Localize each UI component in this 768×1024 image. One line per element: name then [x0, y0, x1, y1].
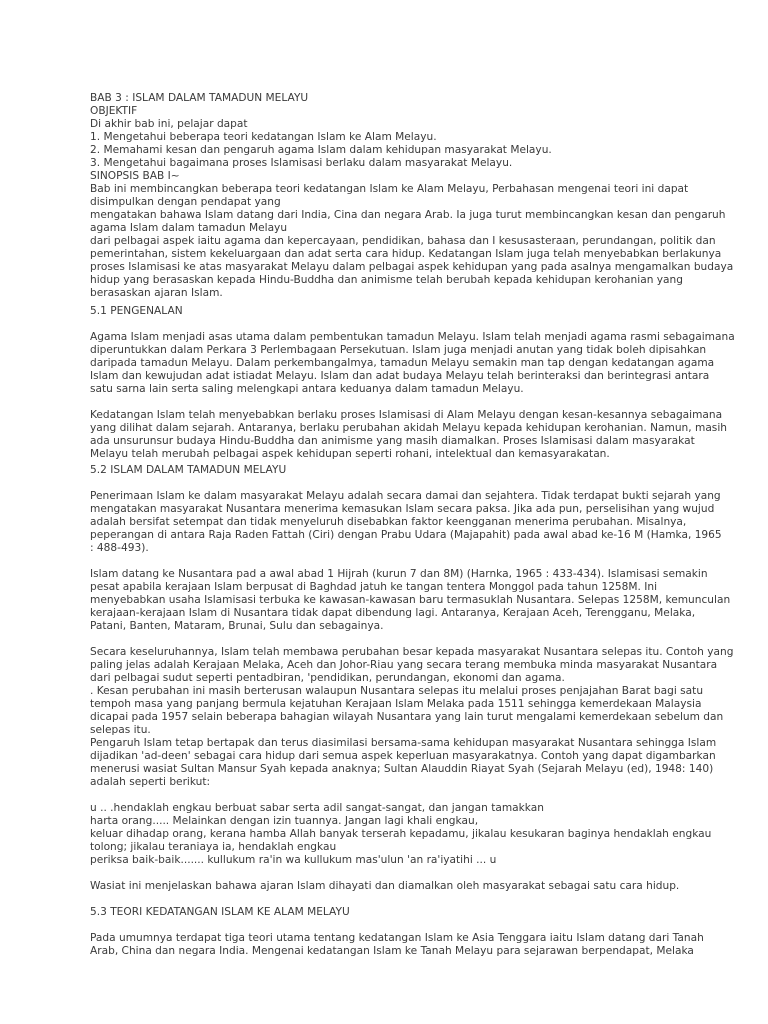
paragraph — [90, 646, 734, 789]
text-line: Arab, China dan negara India. Mengenai kedatangan Islam ke Tanah Melayu para sejarawan berpendapat, Melaka — [90, 945, 694, 957]
text-line: mengatakan bahawa Islam datang dari India, Cina dan negara Arab. Ia juga turut membincangkan kesan dan pengaruh — [90, 209, 726, 221]
chapter-title: BAB 3 : ISLAM DALAM TAMADUN MELAYU — [90, 92, 309, 104]
paragraph — [90, 409, 727, 461]
quote-line: harta orang..... Melainkan dengan izin tuannya. Jangan lagi khali engkau, — [90, 815, 479, 827]
objektif-section — [90, 105, 670, 170]
text-line: menyebabkan usaha Islamisasi terbuka ke kawasan-kawasan baru termasuklah Nusantara. Selepas 1258M, kemunculan — [90, 594, 731, 606]
quote-line: keluar dihadap orang, kerana hamba Allah banyak terserah kepadamu, jikalau kesukaran baginya hendaklah engkau — [90, 828, 712, 840]
text-line: agama Islam dalam tamadun Melayu — [90, 222, 288, 234]
quote-line: u .. .hendaklah engkau berbuat sabar serta adil sangat-sangat, dan jangan tamakkan — [90, 802, 544, 814]
sinopsis-section — [90, 170, 734, 300]
objektif-item: 2. Memahami kesan dan pengaruh agama Islam dalam kehidupan masyarakat Melayu. — [90, 144, 552, 156]
text-line: Wasiat ini menjelaskan bahawa ajaran Islam dihayati dan diamalkan oleh masyarakat sebagai satu cara hidup. — [90, 880, 680, 892]
text-line: Secara keseluruhannya, Islam telah membawa perubahan besar kepada masyarakat Nusantara selepas itu. Contoh yang — [90, 646, 734, 658]
text-line: hidup yang berasaskan kepada Hindu-Buddha dan animisme telah berubah kepada kehidupan kerohanian yang — [90, 274, 683, 286]
text-line: yang dilihat dalam sejarah. Antaranya, berlaku perubahan akidah Melayu kepada kehidupan kerohanian. Namun, masih — [90, 422, 727, 434]
section-heading: 5.1 PENGENALAN — [90, 305, 183, 317]
sinopsis-paragraph — [90, 183, 734, 300]
text-line: menerusi wasiat Sultan Mansur Syah kepada anaknya; Sultan Alauddin Riayat Syah (Sejarah Melayu (ed), 1948: 140) — [90, 763, 714, 775]
text-line: : 488-493). — [90, 542, 149, 554]
text-line: mengatakan masyarakat Nusantara menerima kemasukan Islam secara paksa. Jika ada pun, perselisihan yang wujud — [90, 503, 715, 515]
text-line: dijadikan 'ad-deen' sebagai cara hidup dari semua aspek keperluan masyarakatnya. Contoh yang dapat digambarkan — [90, 750, 716, 762]
section-heading: 5.3 TEORI KEDATANGAN ISLAM KE ALAM MELAYU — [90, 906, 350, 918]
objektif-heading: OBJEKTIF — [90, 105, 138, 117]
quote-line: tolong; jikalau teraniaya ia, hendaklah engkau — [90, 841, 337, 853]
sinopsis-heading: SINOPSIS BAB I~ — [90, 170, 180, 182]
text-line: selepas itu. — [90, 724, 151, 736]
text-line: Bab ini membincangkan beberapa teori kedatangan Islam ke Alam Melayu, Perbahasan mengenai teori ini dapat — [90, 183, 689, 195]
objektif-item: 3. Mengetahui bagaimana proses Islamisasi berlaku dalam masyarakat Melayu. — [90, 157, 513, 169]
text-line: Pada umumnya terdapat tiga teori utama tentang kedatangan Islam ke Asia Tenggara iaitu Islam datang dari Tanah — [90, 932, 704, 944]
text-line: pemerintahan, sistem kekeluargaan dan adat serta cara hidup. Kedatangan Islam juga telah menyebabkan berlakunya — [90, 248, 722, 260]
document-content — [90, 92, 735, 958]
text-line: adalah bersifat setempat dan tidak menyeluruh disebabkan faktor keengganan menerima perubahan. Misalnya, — [90, 516, 687, 528]
text-line: ada unsurunsur budaya Hindu-Buddha dan animisme yang masih diamalkan. Proses Islamisasi dalam masyarakat — [90, 435, 695, 447]
text-line: Melayu telah merubah pelbagai aspek kehidupan seperti rohani, intelektual dan kemasyarakatan. — [90, 448, 610, 460]
text-line: kerajaan-kerajaan Islam di Nusantara tidak dapat dibendung lagi. Antaranya, Kerajaan Aceh, Terengganu, Melaka, — [90, 607, 696, 619]
paragraph — [90, 880, 680, 893]
text-line: peperangan di antara Raja Raden Fattah (Ciri) dengan Prabu Udara (Majapahit) pada awal abad ke-16 M (Hamka, 1965 — [90, 529, 722, 541]
text-line: Penerimaan Islam ke dalam masyarakat Melayu adalah secara damai dan sejahtera. Tidak terdapat bukti sejarah yang — [90, 490, 721, 502]
paragraph — [90, 490, 722, 555]
section-5-2 — [90, 464, 734, 893]
text-line: Islam datang ke Nusantara pad a awal abad 1 Hijrah (kurun 7 dan 8M) (Harnka, 1965 : 433-434). Islamisasi semakin — [90, 568, 708, 580]
text-line: Patani, Banten, Mataram, Brunai, Sulu dan sebagainya. — [90, 620, 384, 632]
text-line: Kedatangan Islam telah menyebabkan berlaku proses Islamisasi di Alam Melayu dengan kesan-kesannya sebagaimana — [90, 409, 723, 421]
text-line: Islam dan kewujudan adat istiadat Melayu. Islam dan adat budaya Melayu telah berinteraksi dan berintegrasi antara — [90, 370, 710, 382]
text-line: adalah seperti berikut: — [90, 776, 211, 788]
text-line: daripada tamadun Melayu. Dalam perkembangaImya, tamadun Melayu semakin man tap dengan kedatangan agama — [90, 357, 715, 369]
text-line: diperuntukkan dalam Perkara 3 Perlembagaan Persekutuan. Islam juga menjadi anutan yang tidak boleh dipisahkan — [90, 344, 707, 356]
text-line: proses Islamisasi ke atas masyarakat Melayu dalam pelbagai aspek kehidupan yang pada asalnya mengamalkan budaya — [90, 261, 734, 273]
text-line: tempoh masa yang panjang bermula kejatuhan Kerajaan Islam Melaka pada 1511 sehingga kemerdekaan Malaysia — [90, 698, 702, 710]
objektif-item: 1. Mengetahui beberapa teori kedatangan Islam ke Alam Melayu. — [90, 131, 437, 143]
text-line: pesat apabila kerajaan Islam berpusat di Baghdad jatuh ke tangan tentera Monggol pada tahun 1258M. Ini — [90, 581, 658, 593]
text-line: dari pelbagai aspek iaitu agama dan kepercayaan, pendidikan, bahasa dan I kesusasteraan, perundangan, politik dan — [90, 235, 716, 247]
paragraph — [90, 331, 735, 396]
quote-line: periksa baik-baik....... kullukum ra'in wa kullukum mas'ulun 'an ra'iyatihi ... u — [90, 854, 497, 866]
quote-block — [90, 802, 712, 867]
text-line: satu sarna lain serta saling melengkapi antara keduanya dalam tamadun Melayu. — [90, 383, 524, 395]
text-line: paling jelas adalah Kerajaan Melaka, Aceh dan Johor-Riau yang secara terang membuka minda masyarakat Nusantara — [90, 659, 718, 671]
section-5-3 — [90, 906, 704, 958]
text-line: disimpulkan dengan pendapat yang — [90, 196, 281, 208]
paragraph — [90, 932, 704, 958]
section-heading: 5.2 ISLAM DALAM TAMADUN MELAYU — [90, 464, 287, 476]
text-line: berasaskan ajaran Islam. — [90, 287, 223, 299]
paragraph — [90, 568, 731, 633]
text-line: Pengaruh Islam tetap bertapak dan terus diasimilasi bersama-sama kehidupan masyarakat Nusantara sehingga Islam — [90, 737, 717, 749]
text-line: Agama Islam menjadi asas utama dalam pembentukan tamadun Melayu. Islam telah menjadi agama rasmi sebagaimana — [90, 331, 735, 343]
text-line: . Kesan perubahan ini masih berterusan walaupun Nusantara selepas itu melalui proses penjajahan Barat bagi satu — [90, 685, 704, 697]
text-line: dari pelbagai sudut seperti pentadbiran, 'pendidikan, perundangan, ekonomi dan agama. — [90, 672, 565, 684]
section-5-1 — [90, 305, 735, 461]
objektif-intro: Di akhir bab ini, pelajar dapat — [90, 118, 248, 130]
text-line: dicapai pada 1957 selain beberapa bahagian wilayah Nusantara yang lain turut mengalami kemerdekaan sebelum dan — [90, 711, 724, 723]
